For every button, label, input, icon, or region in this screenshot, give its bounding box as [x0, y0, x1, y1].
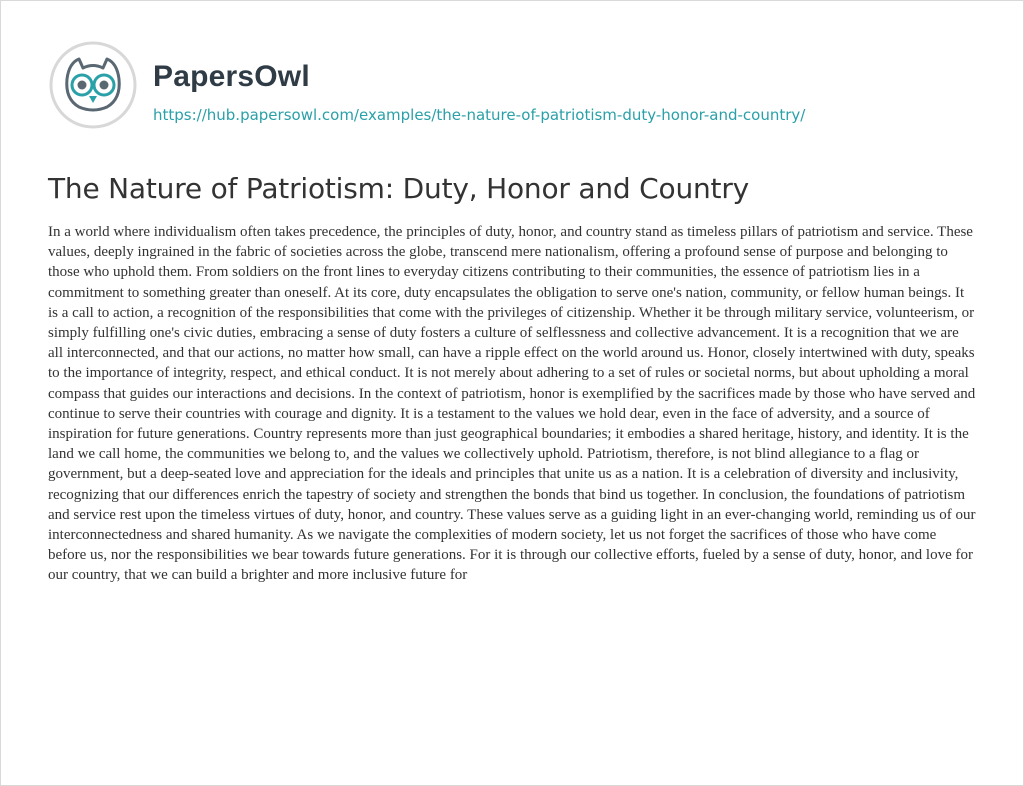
document-title: The Nature of Patriotism: Duty, Honor and Country — [48, 172, 750, 205]
owl-logo-icon[interactable] — [49, 41, 137, 129]
source-url-link[interactable]: https://hub.papersowl.com/examples/the-nature-of-patriotism-duty-honor-and-country/ — [153, 106, 806, 124]
document-body: In a world where individualism often takes precedence, the principles of duty, honor, and country stand as timeless pillars of patriotism and service. These values, deeply ingrained in the fabric of societies across the globe, transcend mere nationalism, offering a profound sense of purpose and belonging to those who uphold them. From soldiers on the front lines to everyday citizens contributing to their communities, the essence of patriotism lies in a commitment to something greater than oneself. At its core, duty encapsulates the obligation to serve one's nation, community, or fellow human beings. It is a call to action, a recognition of the responsibilities that come with the privileges of citizenship. Whether it be through military service, volunteerism, or simply fulfilling one's civic duties, embracing a sense of duty fosters a culture of selflessness and collective advancement. It is a recognition that we are all interconnected, and that our actions, no matter how small, can have a ripple effect on the world around us. Honor, closely intertwined with duty, speaks to the importance of integrity, respect, and ethical conduct. It is not merely about adhering to a set of rules or societal norms, but about upholding a moral compass that guides our interactions and decisions. In the context of patriotism, honor is exemplified by the sacrifices made by those who have served and continue to serve their countries with courage and dignity. It is a testament to the values we hold dear, even in the face of adversity, and a source of inspiration for future generations. Country represents more than just geographical boundaries; it embodies a shared heritage, history, and identity. It is the land we call home, the communities we belong to, and the values we collectively uphold. Patriotism, therefore, is not blind allegiance to a flag or government, but a deep-seated love and appreciation for the ideals and principles that unite us as a nation. It is a celebration of diversity and inclusivity, recognizing that our differences enrich the tapestry of society and strengthen the bonds that bind us together. In conclusion, the foundations of patriotism and service rest upon the timeless virtues of duty, honor, and country. These values serve as a guiding light in an ever-changing world, reminding us of our interconnectedness and shared humanity. As we navigate the complexities of modern society, let us not forget the sacrifices of those who have come before us, nor the responsibilities we bear towards future generations. For it is through our collective efforts, fueled by a sense of duty, honor, and love for our country, that we can build a brighter and more inclusive future for — [48, 224, 976, 584]
brand-name[interactable]: PapersOwl — [153, 60, 310, 93]
site-header — [49, 41, 989, 141]
